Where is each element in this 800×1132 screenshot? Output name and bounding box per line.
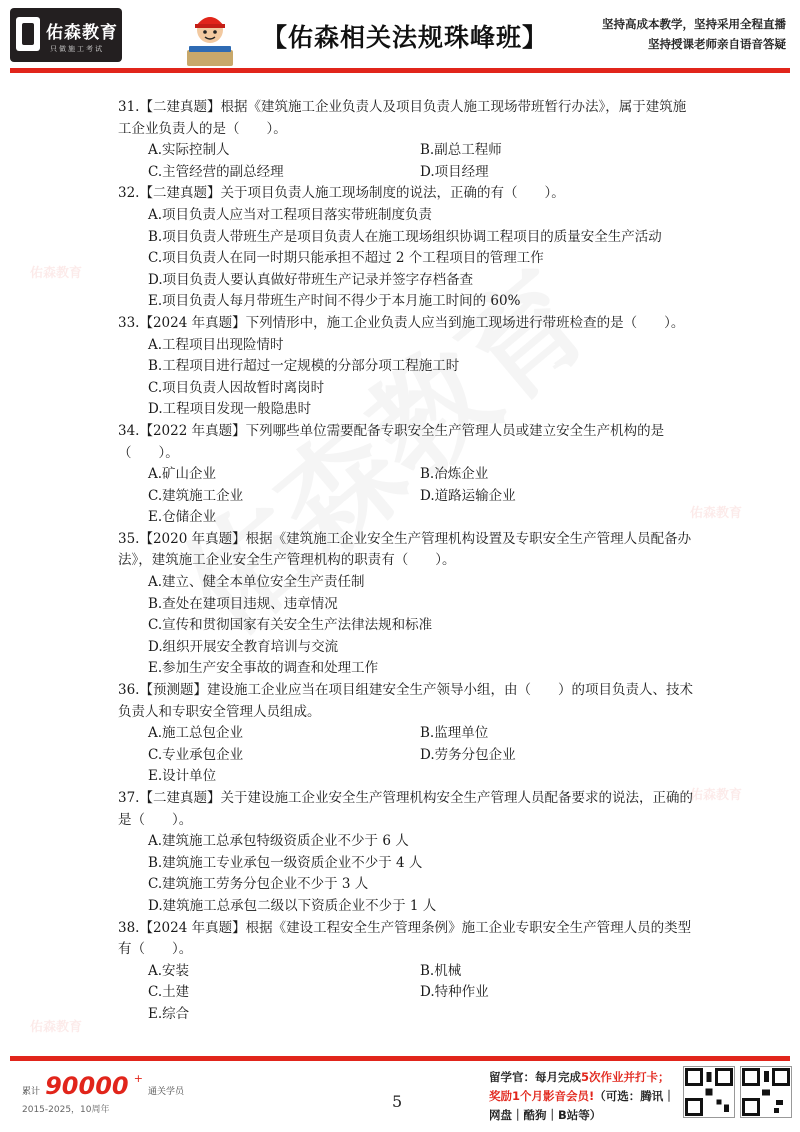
option-list <box>118 140 698 183</box>
answer-option: E.项目负责人每月带班生产时间不得少于本月施工时间的 60% <box>148 293 521 310</box>
option-row <box>148 507 698 529</box>
answer-option: B.项目负责人带班生产是项目负责人在施工现场组织协调工程项目的质量安全生产活动 <box>148 228 662 245</box>
answer-option: D.项目负责人要认真做好带班生产记录并签字存档备查 <box>148 271 474 288</box>
answer-option: A.施工总包企业 <box>148 725 244 742</box>
promo-line-2a: 奖励1个月影音会员! <box>489 1089 595 1103</box>
answer-option: D.劳务分包企业 <box>420 746 516 763</box>
student-count <box>22 1072 184 1115</box>
logo-slogan: 只做施工考试 <box>50 45 104 53</box>
logo-text: 佑森教育 <box>46 23 118 43</box>
question-item <box>118 918 698 1026</box>
qr-code-icon <box>683 1066 735 1118</box>
count-suffix: 通关学员 <box>148 1087 185 1097</box>
header-note <box>602 14 786 54</box>
answer-option: E.综合 <box>148 1005 190 1022</box>
count-label: 累计 <box>22 1087 41 1097</box>
question-list <box>118 97 698 1026</box>
option-row <box>148 464 698 486</box>
answer-option: E.仓储企业 <box>148 509 217 526</box>
question-stem: 34.【2022 年真题】下列哪些单位需要配备专职安全生产管理人员或建立安全生产机构的是（ ）。 <box>118 422 665 461</box>
answer-option: B.监理单位 <box>420 725 489 742</box>
answer-option: C.专业承包企业 <box>148 746 244 763</box>
option-row <box>148 1004 698 1026</box>
option-row <box>148 486 698 508</box>
watermark: 佑森教育 <box>690 788 743 803</box>
question-item <box>118 788 698 918</box>
option-row <box>148 162 698 184</box>
option-row <box>148 745 698 767</box>
question-item <box>118 680 698 788</box>
promo-line-1a: 留学官：每月完成 <box>489 1070 581 1084</box>
promo-line-3: 网盘｜酷狗｜B站等） <box>489 1108 602 1122</box>
option-list <box>118 464 698 529</box>
qr-code-icon <box>740 1066 792 1118</box>
answer-option: D.道路运输企业 <box>420 487 516 504</box>
option-list <box>118 961 698 1026</box>
answer-option: B.查处在建项目违规、违章情况 <box>148 595 338 612</box>
count-plus: + <box>133 1072 143 1085</box>
answer-option: A.建立、健全本单位安全生产责任制 <box>148 574 365 591</box>
option-list <box>118 335 698 421</box>
option-row <box>148 766 698 788</box>
watermark: 佑森教育 <box>30 266 83 281</box>
option-row <box>148 982 698 1004</box>
promo-line-2b: （可选：腾讯｜ <box>594 1089 675 1103</box>
question-item <box>118 97 698 183</box>
promo-text <box>489 1068 679 1125</box>
answer-option: D.特种作业 <box>420 984 489 1001</box>
header-note-line-1: 坚持高成本教学，坚持采用全程直播 <box>602 17 786 31</box>
answer-option: B.工程项目进行超过一定规模的分部分项工程施工时 <box>148 358 460 375</box>
count-value: 90000 <box>45 1072 129 1100</box>
watermark: 佑森教育 <box>690 506 743 521</box>
question-stem: 35.【2020 年真题】根据《建筑施工企业安全生产管理机构设置及专职安全生产管理人员配备办法》，建筑施工企业安全生产管理机构的职责有（ ）。 <box>118 530 692 569</box>
answer-option: C.宣传和贯彻国家有关安全生产法律法规和标准 <box>148 617 433 634</box>
header-divider <box>10 68 790 73</box>
question-item <box>118 313 698 421</box>
option-row <box>148 140 698 162</box>
answer-option: A.安装 <box>148 962 190 979</box>
footer-divider <box>10 1056 790 1061</box>
option-row <box>148 723 698 745</box>
answer-option: B.机械 <box>420 962 462 979</box>
answer-option: E.参加生产安全事故的调查和处理工作 <box>148 660 379 677</box>
question-stem: 33.【2024 年真题】下列情形中，施工企业负责人应当到施工现场进行带班检查的是（ ）。 <box>118 314 685 331</box>
answer-option: C.项目负责人因故暂时离岗时 <box>148 379 325 396</box>
answer-option: D.组织开展安全教育培训与交流 <box>148 638 339 655</box>
question-item <box>118 421 698 529</box>
answer-option: A.实际控制人 <box>148 142 230 159</box>
mascot-icon <box>183 6 237 68</box>
option-list <box>118 831 698 917</box>
answer-option: D.建筑施工总承包二级以下资质企业不少于 1 人 <box>148 897 437 914</box>
question-stem: 36.【预测题】建设施工企业应当在项目组建安全生产领导小组，由（ ）的项目负责人、技术负责人和专职安全管理人员组成。 <box>118 682 693 720</box>
watermark: 佑森教育 <box>30 1020 83 1035</box>
answer-option: C.建筑施工劳务分包企业不少于 3 人 <box>148 876 369 893</box>
question-stem: 32.【二建真题】关于项目负责人施工现场制度的说法，正确的有（ ）。 <box>118 185 565 202</box>
question-stem: 38.【2024 年真题】根据《建设工程安全生产管理条例》施工企业专职安全生产管理人员的类型有（ ）。 <box>118 919 692 958</box>
answer-option: D.工程项目发现一般隐患时 <box>148 401 312 418</box>
answer-option: C.主管经营的副总经理 <box>148 163 284 180</box>
page-number: 5 <box>392 1092 403 1111</box>
question-item <box>118 183 698 313</box>
answer-option: A.项目负责人应当对工程项目落实带班制度负责 <box>148 206 433 223</box>
option-row <box>148 961 698 983</box>
anniversary-text: 2015-2025，10周年 <box>22 1105 110 1115</box>
answer-option: D.项目经理 <box>420 163 489 180</box>
promo-line-1b: 5次作业并打卡； <box>581 1070 670 1084</box>
logo-mark-icon <box>16 17 40 51</box>
answer-option: C.土建 <box>148 984 190 1001</box>
page-header <box>0 0 800 76</box>
header-note-line-2: 坚持授课老师亲自语音答疑 <box>648 37 786 51</box>
page-title: 【佑森相关法规珠峰班】 <box>262 23 549 52</box>
answer-option: A.矿山企业 <box>148 466 217 483</box>
answer-option: B.建筑施工专业承包一级资质企业不少于 4 人 <box>148 854 423 871</box>
answer-option: A.建筑施工总承包特级资质企业不少于 6 人 <box>148 833 409 850</box>
brand-logo <box>10 8 122 62</box>
answer-option: B.冶炼企业 <box>420 466 489 483</box>
question-item <box>118 529 698 680</box>
answer-option: A.工程项目出现险情时 <box>148 336 284 353</box>
option-list <box>118 572 698 680</box>
option-list <box>118 723 698 788</box>
answer-option: B.副总工程师 <box>420 142 502 159</box>
question-stem: 37.【二建真题】关于建设施工企业安全生产管理机构安全生产管理人员配备要求的说法，正确的是（ ）。 <box>118 790 693 828</box>
answer-option: C.建筑施工企业 <box>148 487 244 504</box>
question-stem: 31.【二建真题】根据《建筑施工企业负责人及项目负责人施工现场带班暂行办法》，属于建筑施工企业负责人的是（ ）。 <box>118 99 687 137</box>
answer-option: E.设计单位 <box>148 768 217 785</box>
answer-option: C.项目负责人在同一时期只能承担不超过 2 个工程项目的管理工作 <box>148 250 544 267</box>
option-list <box>118 205 698 313</box>
